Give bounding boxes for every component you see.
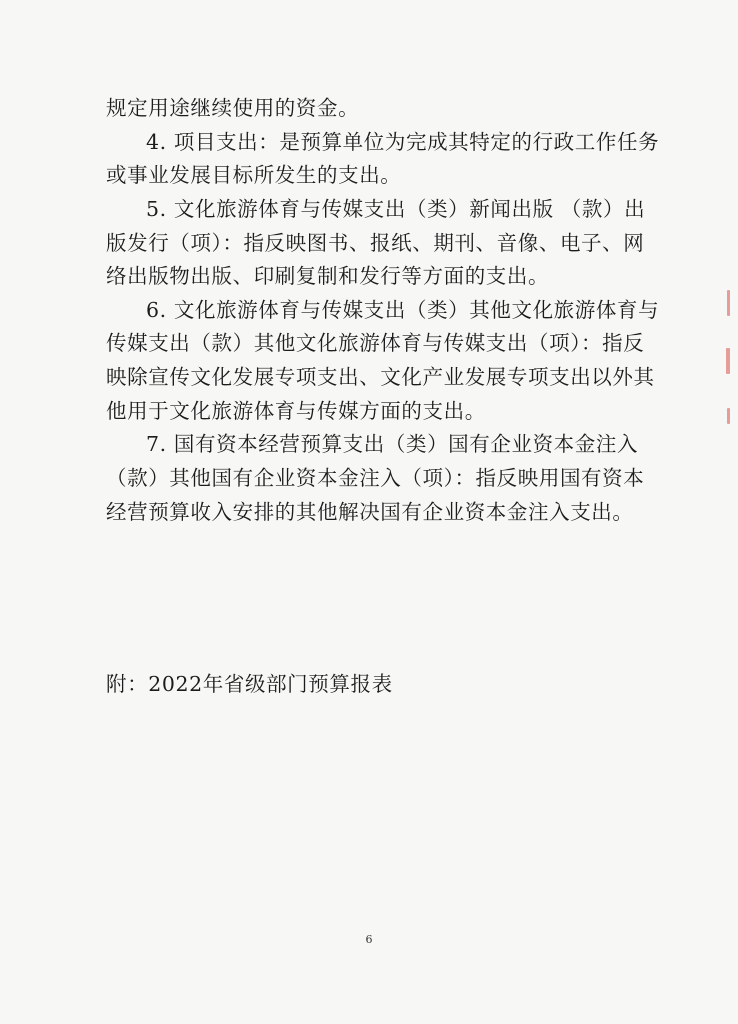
body-line-10: 他用于文化旅游体育与传媒方面的支出。 bbox=[106, 399, 486, 423]
body-line-7: 6. 文化旅游体育与传媒支出（类）其他文化旅游体育与 bbox=[146, 298, 660, 322]
body-line-5: 版发行（项）：指反映图书、报纸、期刊、音像、电子、网 bbox=[106, 231, 645, 255]
body-line-13: 经营预算收入安排的其他解决国有企业资本金注入支出。 bbox=[106, 500, 634, 524]
annex-note: 附：2022年省级部门预算报表 bbox=[106, 672, 393, 696]
body-line-9: 映除宣传文化发展专项支出、文化产业发展专项支出以外其 bbox=[106, 365, 655, 389]
seal-fragment-bottom bbox=[727, 408, 730, 424]
seal-fragment-middle bbox=[726, 348, 730, 374]
body-line-2: 4. 项目支出：是预算单位为完成其特定的行政工作任务 bbox=[146, 130, 660, 154]
body-line-4: 5. 文化旅游体育与传媒支出（类）新闻出版 （款）出 bbox=[146, 197, 646, 221]
body-line-6: 络出版物出版、印刷复制和发行等方面的支出。 bbox=[106, 264, 550, 288]
seal-fragment-top bbox=[727, 290, 730, 316]
body-line-11: 7. 国有资本经营预算支出（类）国有企业资本金注入 bbox=[146, 432, 639, 456]
body-line-12: （款）其他国有企业资本金注入（项）：指反映用国有资本 bbox=[106, 466, 645, 490]
page-number: 6 bbox=[365, 933, 373, 946]
body-line-8: 传媒支出（款）其他文化旅游体育与传媒支出（项）：指反 bbox=[106, 331, 645, 355]
body-line-3: 或事业发展目标所发生的支出。 bbox=[106, 163, 402, 187]
body-line-1: 规定用途继续使用的资金。 bbox=[106, 96, 360, 120]
